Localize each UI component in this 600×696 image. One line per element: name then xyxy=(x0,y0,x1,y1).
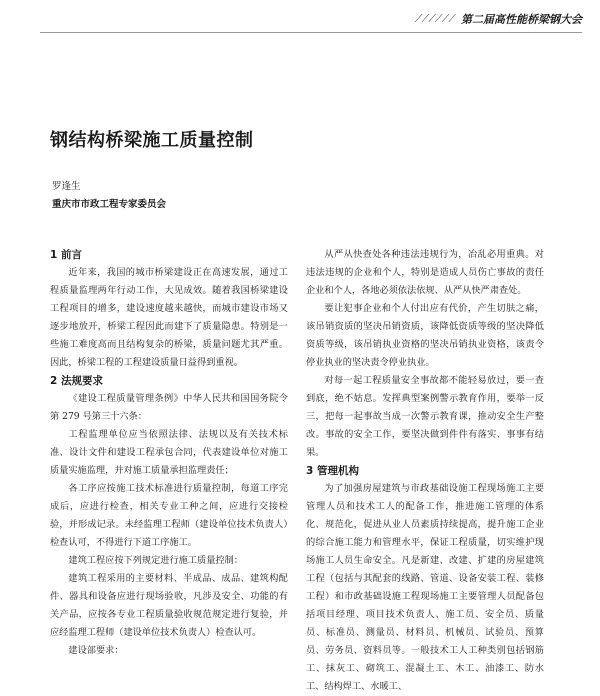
paragraph: 为了加强房屋建筑与市政基础设施工程现场施工主要管理人员和技术工人的配备工作，推进施工管理的体系化、规范化，促进从业人员素质持续提高，提升施工企业的综合施工能力和管理水平，保证工程质量，切实维护现场施工人员生命安全。凡是新建、改建、扩建的房屋建筑工程（包括与其配套的线路、管道、设备安装工程、装修工程）和市政基础设施工程现场施工主要管理人员配备包括项目经理、项目技术负责人、施工员、安全员、质量员、标准员、测量员、材料员、机械员、试验员、预算员、劳务员、资料员等。一般技术工人工种类别包括钢筋工、抹灰工、砌筑工、混凝土工、木工、油漆工、防水工、结构焊工、水暖工、 xyxy=(306,483,544,692)
paragraph: 从严从快查处各种违法违规行为，冶乱必用重典。对违法违规的企业和个人，特别是造成人员伤亡事故的责任企业和个人，各地必须依法依规、从严从快严肃查处。 xyxy=(306,249,544,296)
paper-title: 钢结构桥梁施工质量控制 xyxy=(50,130,254,151)
paragraph: 各工序应按施工技术标准进行质量控制，每道工序完成后，应进行检查，相关专业工种之间，应进行交接检验，并形成记录。未经监理工程师（建设单位技术负责人）检查认可，不得进行下道工序施工。 xyxy=(50,483,288,548)
running-header xyxy=(415,8,582,30)
paragraph: 要让犯事企业和个人付出应有代价，产生切肤之痛，该吊销资质的坚决吊销资质，该降低资质等级的坚决降低资质等级，该吊销执业资格的坚决吊销执业资格，该责令停业执业的坚决责令停业执业。 xyxy=(306,303,544,368)
conference-title: 第二届高性能桥梁钢大会 xyxy=(461,13,582,26)
author-name: 罗逢生 xyxy=(52,181,81,192)
header-rule xyxy=(40,32,582,33)
right-column xyxy=(306,246,544,696)
left-column xyxy=(50,246,288,660)
paragraph: 建筑工程应按下列规定进行施工质量控制： xyxy=(68,555,243,566)
paragraph: 工程监理单位应当依照法律、法规以及有关技术标准、设计文件和建设工程承包合同，代表建设单位对施工质量实施监理，并对施工质量承担监理责任； xyxy=(50,429,288,476)
paragraph: 《建设工程质量管理条例》中华人民共和国国务院令第 279 号第三十六条： xyxy=(50,393,288,422)
section-heading-management: 3 管理机构 xyxy=(306,465,359,477)
paragraph: 建筑工程采用的主要材料、半成品、成品、建筑构配件、器具和设备应进行现场验收，凡涉及安全、功能的有关产品，应按各专业工程质量验收规范规定进行复验，并应经监理工程师（建设单位技术负责人）检查认可。 xyxy=(50,573,288,638)
section-heading-introduction: 1 前言 xyxy=(50,249,82,261)
paragraph: 近年来，我国的城市桥梁建设正在高速发展，通过工程质量监理两年行动工作，大见成效。随着我国桥梁建设工程项目的增多，建设速度越来越快，而城市建设市场又逐步地放开，桥梁工程因此而建下了质量隐患。特别是一些施工难度高而且结构复杂的桥梁，质量问题尤其严重。因此，桥梁工程的工程建设质量日益得到重视。 xyxy=(50,267,288,368)
paragraph: 对每一起工程质量安全事故都不能轻易放过，要一查到底，绝不姑息。发挥典型案例警示教育作用，要举一反三，把每一起事故当成一次警示教育课，推动安全生产整改。事故的安全工作，要坚决做到件件有落实、事事有结果。 xyxy=(306,375,544,458)
author-affiliation: 重庆市市政工程专家委员会 xyxy=(52,199,167,210)
header-decoration: ⟋⟋⟋⟋⟋⟋ xyxy=(414,12,455,25)
paragraph: 建设部要求： xyxy=(68,645,124,656)
section-heading-regulations: 2 法规要求 xyxy=(50,375,103,387)
